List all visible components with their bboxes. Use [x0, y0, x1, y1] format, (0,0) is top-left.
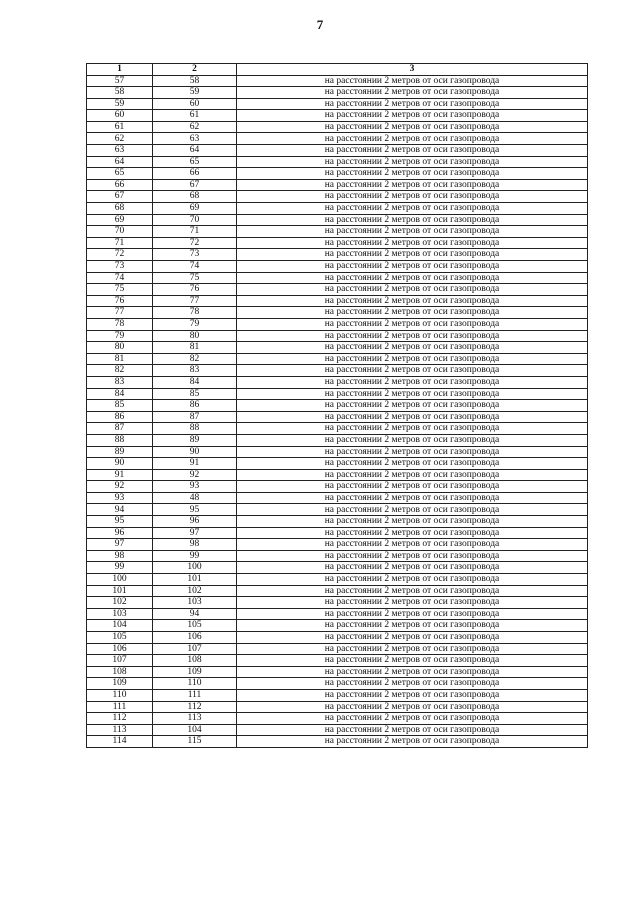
description-cell: на расстоянии 2 метров от оси газопровода — [237, 434, 588, 446]
from-point-cell: 63 — [87, 145, 153, 157]
description-cell: на расстоянии 2 метров от оси газопровода — [237, 353, 588, 365]
from-point-cell: 89 — [87, 446, 153, 458]
table-row — [87, 121, 588, 133]
description-cell: на расстоянии 2 метров от оси газопровода — [237, 330, 588, 342]
to-point-cell: 87 — [153, 411, 237, 423]
description-cell: на расстоянии 2 метров от оси газопровода — [237, 145, 588, 157]
from-point-cell: 99 — [87, 562, 153, 574]
from-point-cell: 73 — [87, 261, 153, 273]
to-point-cell: 106 — [153, 632, 237, 644]
from-point-cell: 75 — [87, 284, 153, 296]
description-cell: на расстоянии 2 метров от оси газопровода — [237, 655, 588, 667]
to-point-cell: 69 — [153, 203, 237, 215]
to-point-cell: 65 — [153, 156, 237, 168]
from-point-cell: 88 — [87, 434, 153, 446]
to-point-cell: 64 — [153, 145, 237, 157]
description-cell: на расстоянии 2 метров от оси газопровода — [237, 226, 588, 238]
from-point-cell: 57 — [87, 75, 153, 87]
to-point-cell: 112 — [153, 701, 237, 713]
table-row — [87, 110, 588, 122]
to-point-cell: 59 — [153, 87, 237, 99]
table-row — [87, 342, 588, 354]
from-point-cell: 109 — [87, 678, 153, 690]
table-row — [87, 562, 588, 574]
to-point-cell: 84 — [153, 376, 237, 388]
description-cell: на расстоянии 2 метров от оси газопровода — [237, 307, 588, 319]
description-cell: на расстоянии 2 метров от оси газопровода — [237, 191, 588, 203]
table-row — [87, 632, 588, 644]
description-cell: на расстоянии 2 метров от оси газопровода — [237, 214, 588, 226]
from-point-cell: 64 — [87, 156, 153, 168]
table-row — [87, 458, 588, 470]
to-point-cell: 94 — [153, 608, 237, 620]
to-point-cell: 99 — [153, 550, 237, 562]
column-header-2: 2 — [153, 64, 237, 76]
description-cell: на расстоянии 2 метров от оси газопровода — [237, 678, 588, 690]
description-cell: на расстоянии 2 метров от оси газопровода — [237, 458, 588, 470]
description-cell: на расстоянии 2 метров от оси газопровода — [237, 400, 588, 412]
from-point-cell: 108 — [87, 666, 153, 678]
description-cell: на расстоянии 2 метров от оси газопровода — [237, 585, 588, 597]
from-point-cell: 107 — [87, 655, 153, 667]
to-point-cell: 82 — [153, 353, 237, 365]
description-cell: на расстоянии 2 метров от оси газопровода — [237, 469, 588, 481]
table-row — [87, 574, 588, 586]
description-cell: на расстоянии 2 метров от оси газопровода — [237, 376, 588, 388]
description-cell: на расстоянии 2 метров от оси газопровода — [237, 272, 588, 284]
from-point-cell: 82 — [87, 365, 153, 377]
from-point-cell: 103 — [87, 608, 153, 620]
table-row — [87, 295, 588, 307]
table-row — [87, 620, 588, 632]
from-point-cell: 58 — [87, 87, 153, 99]
to-point-cell: 63 — [153, 133, 237, 145]
table-row — [87, 87, 588, 99]
to-point-cell: 68 — [153, 191, 237, 203]
table-row — [87, 678, 588, 690]
table-row — [87, 353, 588, 365]
to-point-cell: 88 — [153, 423, 237, 435]
table-row — [87, 446, 588, 458]
description-cell: на расстоянии 2 метров от оси газопровода — [237, 388, 588, 400]
table-row — [87, 713, 588, 725]
from-point-cell: 71 — [87, 237, 153, 249]
description-cell: на расстоянии 2 метров от оси газопровода — [237, 713, 588, 725]
from-point-cell: 72 — [87, 249, 153, 261]
from-point-cell: 100 — [87, 574, 153, 586]
from-point-cell: 112 — [87, 713, 153, 725]
description-cell: на расстоянии 2 метров от оси газопровода — [237, 504, 588, 516]
to-point-cell: 74 — [153, 261, 237, 273]
from-point-cell: 69 — [87, 214, 153, 226]
from-point-cell: 70 — [87, 226, 153, 238]
description-cell: на расстоянии 2 метров от оси газопровода — [237, 516, 588, 528]
description-cell: на расстоянии 2 метров от оси газопровода — [237, 492, 588, 504]
description-cell: на расстоянии 2 метров от оси газопровода — [237, 98, 588, 110]
table-row — [87, 330, 588, 342]
table-row — [87, 168, 588, 180]
to-point-cell: 66 — [153, 168, 237, 180]
table-row — [87, 689, 588, 701]
table-row — [87, 145, 588, 157]
table-row — [87, 643, 588, 655]
table-row — [87, 469, 588, 481]
table-row — [87, 237, 588, 249]
to-point-cell: 92 — [153, 469, 237, 481]
table-row — [87, 376, 588, 388]
description-cell: на расстоянии 2 метров от оси газопровода — [237, 121, 588, 133]
table-row — [87, 249, 588, 261]
table-row — [87, 156, 588, 168]
description-cell: на расстоянии 2 метров от оси газопровода — [237, 701, 588, 713]
from-point-cell: 79 — [87, 330, 153, 342]
table-row — [87, 527, 588, 539]
table-row — [87, 655, 588, 667]
to-point-cell: 97 — [153, 527, 237, 539]
table-row — [87, 284, 588, 296]
from-point-cell: 74 — [87, 272, 153, 284]
table-row — [87, 261, 588, 273]
from-point-cell: 94 — [87, 504, 153, 516]
from-point-cell: 68 — [87, 203, 153, 215]
from-point-cell: 106 — [87, 643, 153, 655]
table-body — [87, 75, 588, 747]
to-point-cell: 79 — [153, 318, 237, 330]
from-point-cell: 101 — [87, 585, 153, 597]
table-row — [87, 597, 588, 609]
from-point-cell: 76 — [87, 295, 153, 307]
from-point-cell: 111 — [87, 701, 153, 713]
description-cell: на расстоянии 2 метров от оси газопровода — [237, 550, 588, 562]
table-row — [87, 365, 588, 377]
description-cell: на расстоянии 2 метров от оси газопровода — [237, 365, 588, 377]
to-point-cell: 107 — [153, 643, 237, 655]
column-header-3: 3 — [237, 64, 588, 76]
from-point-cell: 67 — [87, 191, 153, 203]
column-header-1: 1 — [87, 64, 153, 76]
description-cell: на расстоянии 2 метров от оси газопровода — [237, 539, 588, 551]
to-point-cell: 71 — [153, 226, 237, 238]
table-row — [87, 724, 588, 736]
table-row — [87, 585, 588, 597]
to-point-cell: 108 — [153, 655, 237, 667]
to-point-cell: 91 — [153, 458, 237, 470]
from-point-cell: 66 — [87, 179, 153, 191]
description-cell: на расстоянии 2 метров от оси газопровода — [237, 318, 588, 330]
table-row — [87, 411, 588, 423]
table-row — [87, 423, 588, 435]
table-row — [87, 539, 588, 551]
to-point-cell: 105 — [153, 620, 237, 632]
description-cell: на расстоянии 2 метров от оси газопровода — [237, 75, 588, 87]
from-point-cell: 104 — [87, 620, 153, 632]
description-cell: на расстоянии 2 метров от оси газопровода — [237, 643, 588, 655]
to-point-cell: 72 — [153, 237, 237, 249]
from-point-cell: 114 — [87, 736, 153, 748]
description-cell: на расстоянии 2 метров от оси газопровода — [237, 666, 588, 678]
table-row — [87, 666, 588, 678]
from-point-cell: 84 — [87, 388, 153, 400]
description-cell: на расстоянии 2 метров от оси газопровода — [237, 133, 588, 145]
description-cell: на расстоянии 2 метров от оси газопровода — [237, 261, 588, 273]
table-row — [87, 701, 588, 713]
description-cell: на расстоянии 2 метров от оси газопровода — [237, 481, 588, 493]
to-point-cell: 70 — [153, 214, 237, 226]
table-row — [87, 179, 588, 191]
from-point-cell: 65 — [87, 168, 153, 180]
description-cell: на расстоянии 2 метров от оси газопровода — [237, 574, 588, 586]
description-cell: на расстоянии 2 метров от оси газопровода — [237, 156, 588, 168]
from-point-cell: 97 — [87, 539, 153, 551]
description-cell: на расстоянии 2 метров от оси газопровода — [237, 110, 588, 122]
table-header — [87, 64, 588, 76]
table-row — [87, 191, 588, 203]
from-point-cell: 78 — [87, 318, 153, 330]
to-point-cell: 103 — [153, 597, 237, 609]
table-row — [87, 133, 588, 145]
to-point-cell: 109 — [153, 666, 237, 678]
description-cell: на расстоянии 2 метров от оси газопровода — [237, 342, 588, 354]
to-point-cell: 95 — [153, 504, 237, 516]
description-cell: на расстоянии 2 метров от оси газопровода — [237, 632, 588, 644]
from-point-cell: 62 — [87, 133, 153, 145]
to-point-cell: 115 — [153, 736, 237, 748]
from-point-cell: 91 — [87, 469, 153, 481]
description-cell: на расстоянии 2 метров от оси газопровода — [237, 249, 588, 261]
page-number: 7 — [316, 17, 324, 32]
to-point-cell: 77 — [153, 295, 237, 307]
from-point-cell: 86 — [87, 411, 153, 423]
table-row — [87, 388, 588, 400]
to-point-cell: 100 — [153, 562, 237, 574]
description-cell: на расстоянии 2 метров от оси газопровода — [237, 87, 588, 99]
to-point-cell: 86 — [153, 400, 237, 412]
table-row — [87, 736, 588, 748]
to-point-cell: 113 — [153, 713, 237, 725]
to-point-cell: 102 — [153, 585, 237, 597]
description-cell: на расстоянии 2 метров от оси газопровода — [237, 620, 588, 632]
to-point-cell: 61 — [153, 110, 237, 122]
description-cell: на расстоянии 2 метров от оси газопровода — [237, 411, 588, 423]
table-row — [87, 608, 588, 620]
table-row — [87, 516, 588, 528]
from-point-cell: 60 — [87, 110, 153, 122]
from-point-cell: 110 — [87, 689, 153, 701]
table-row — [87, 272, 588, 284]
to-point-cell: 48 — [153, 492, 237, 504]
to-point-cell: 93 — [153, 481, 237, 493]
description-cell: на расстоянии 2 метров от оси газопровода — [237, 295, 588, 307]
table-row — [87, 481, 588, 493]
from-point-cell: 92 — [87, 481, 153, 493]
from-point-cell: 105 — [87, 632, 153, 644]
to-point-cell: 60 — [153, 98, 237, 110]
to-point-cell: 83 — [153, 365, 237, 377]
description-cell: на расстоянии 2 метров от оси газопровода — [237, 724, 588, 736]
from-point-cell: 59 — [87, 98, 153, 110]
to-point-cell: 110 — [153, 678, 237, 690]
from-point-cell: 93 — [87, 492, 153, 504]
to-point-cell: 85 — [153, 388, 237, 400]
to-point-cell: 96 — [153, 516, 237, 528]
description-cell: на расстоянии 2 метров от оси газопровода — [237, 446, 588, 458]
to-point-cell: 62 — [153, 121, 237, 133]
table-row — [87, 492, 588, 504]
from-point-cell: 77 — [87, 307, 153, 319]
description-cell: на расстоянии 2 метров от оси газопровода — [237, 562, 588, 574]
description-cell: на расстоянии 2 метров от оси газопровода — [237, 527, 588, 539]
table-row — [87, 98, 588, 110]
from-point-cell: 95 — [87, 516, 153, 528]
table-row — [87, 226, 588, 238]
description-cell: на расстоянии 2 метров от оси газопровода — [237, 423, 588, 435]
to-point-cell: 58 — [153, 75, 237, 87]
description-cell: на расстоянии 2 метров от оси газопровода — [237, 179, 588, 191]
to-point-cell: 80 — [153, 330, 237, 342]
description-cell: на расстоянии 2 метров от оси газопровода — [237, 203, 588, 215]
to-point-cell: 81 — [153, 342, 237, 354]
description-cell: на расстоянии 2 метров от оси газопровода — [237, 168, 588, 180]
description-cell: на расстоянии 2 метров от оси газопровода — [237, 736, 588, 748]
table-row — [87, 504, 588, 516]
from-point-cell: 61 — [87, 121, 153, 133]
to-point-cell: 76 — [153, 284, 237, 296]
from-point-cell: 113 — [87, 724, 153, 736]
to-point-cell: 89 — [153, 434, 237, 446]
table-row — [87, 214, 588, 226]
description-cell: на расстоянии 2 метров от оси газопровода — [237, 608, 588, 620]
table-row — [87, 203, 588, 215]
from-point-cell: 90 — [87, 458, 153, 470]
description-cell: на расстоянии 2 метров от оси газопровода — [237, 284, 588, 296]
table-row — [87, 400, 588, 412]
from-point-cell: 96 — [87, 527, 153, 539]
table-row — [87, 307, 588, 319]
from-point-cell: 102 — [87, 597, 153, 609]
to-point-cell: 75 — [153, 272, 237, 284]
to-point-cell: 101 — [153, 574, 237, 586]
from-point-cell: 85 — [87, 400, 153, 412]
table-row — [87, 75, 588, 87]
to-point-cell: 104 — [153, 724, 237, 736]
from-point-cell: 81 — [87, 353, 153, 365]
description-cell: на расстоянии 2 метров от оси газопровода — [237, 689, 588, 701]
description-cell: на расстоянии 2 метров от оси газопровода — [237, 597, 588, 609]
boundary-points-table — [86, 63, 588, 748]
from-point-cell: 80 — [87, 342, 153, 354]
header-row — [87, 64, 588, 76]
from-point-cell: 98 — [87, 550, 153, 562]
table-row — [87, 434, 588, 446]
from-point-cell: 87 — [87, 423, 153, 435]
to-point-cell: 111 — [153, 689, 237, 701]
to-point-cell: 78 — [153, 307, 237, 319]
to-point-cell: 73 — [153, 249, 237, 261]
to-point-cell: 67 — [153, 179, 237, 191]
to-point-cell: 98 — [153, 539, 237, 551]
from-point-cell: 83 — [87, 376, 153, 388]
table-row — [87, 550, 588, 562]
table-row — [87, 318, 588, 330]
to-point-cell: 90 — [153, 446, 237, 458]
description-cell: на расстоянии 2 метров от оси газопровода — [237, 237, 588, 249]
